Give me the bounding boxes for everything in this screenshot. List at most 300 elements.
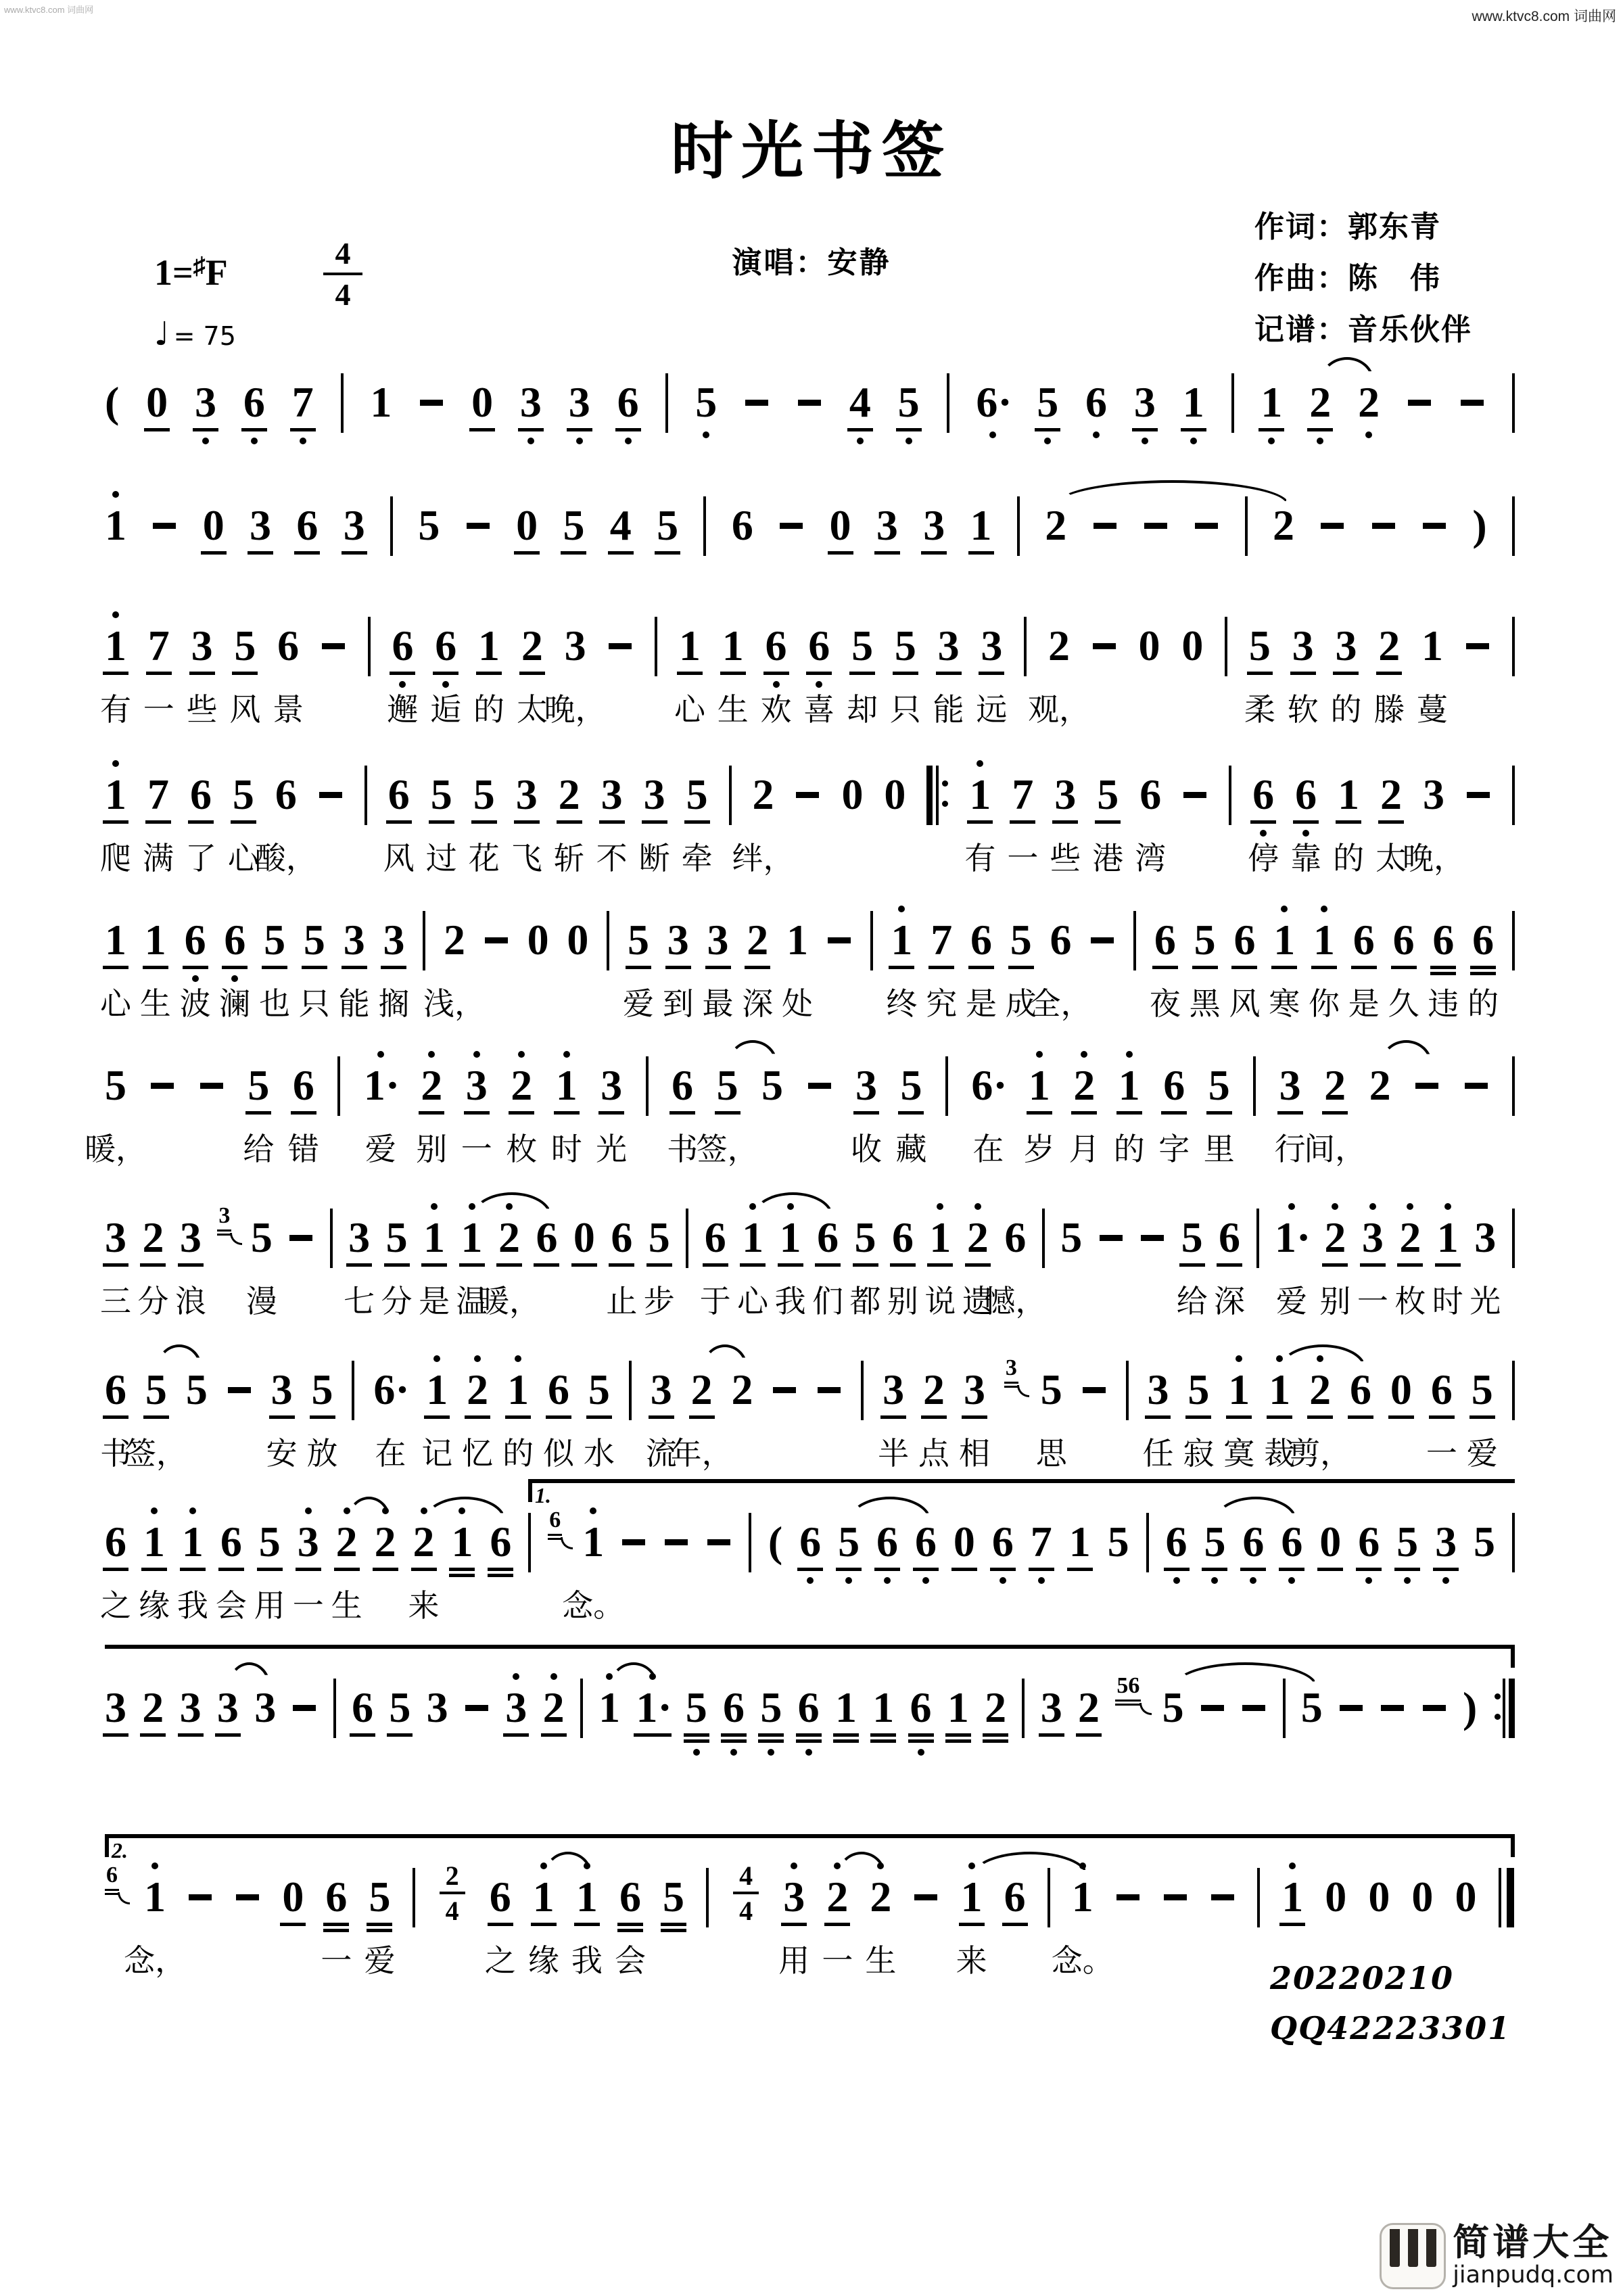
note: 5 只 — [304, 916, 325, 964]
note: 1 终 — [891, 916, 912, 964]
duration-dash — [778, 502, 804, 549]
rest-note: 0 — [282, 1873, 304, 1921]
lyric-syllable: 一 — [1426, 1436, 1457, 1471]
note: 1 寞 — [1228, 1366, 1250, 1413]
lyric-syllable: 签， — [696, 1132, 759, 1167]
barline — [749, 1513, 751, 1572]
barline — [947, 373, 949, 433]
barline — [1512, 1361, 1515, 1420]
note: 6 — [992, 1518, 1014, 1566]
note: 2 分 — [142, 1214, 164, 1261]
note: 3 软 — [1292, 622, 1314, 670]
note: 1 心 — [742, 1214, 763, 1261]
note: 2 间， — [1324, 1062, 1346, 1109]
note: 3 一 — [1362, 1214, 1384, 1261]
quarter-note-icon: ♩ — [154, 315, 170, 353]
lyric-syllable: 的 — [1113, 1132, 1145, 1167]
barline — [945, 1056, 948, 1116]
note: 3 一 — [298, 1518, 319, 1566]
duration-dash — [318, 771, 344, 818]
key-prefix: 1= — [154, 252, 193, 293]
lyric-syllable: 一 — [143, 693, 174, 727]
lyric-syllable: 年， — [670, 1436, 733, 1471]
note: 3 — [923, 502, 945, 549]
note: 1 心 — [679, 622, 701, 670]
note: 7 — [292, 379, 314, 426]
lyric-syllable: 的 — [502, 1436, 534, 1471]
lyric-syllable: 爱 — [364, 1944, 396, 1978]
barline — [1512, 1056, 1515, 1116]
lyric-syllable: 心 — [227, 841, 259, 876]
note: 6 之 — [490, 1873, 511, 1921]
duration-dash — [1407, 379, 1432, 426]
score-line — [105, 1673, 1515, 1731]
lyric-syllable: 暖， — [85, 1132, 147, 1167]
note: 3 些 — [191, 622, 213, 670]
note: 6 湾 — [1139, 771, 1161, 818]
barline — [1512, 617, 1515, 676]
note: 5 — [760, 1684, 782, 1731]
lyric-syllable: 些 — [1050, 841, 1081, 876]
lyric-syllable: 邂 — [387, 693, 419, 727]
barline — [1512, 911, 1515, 970]
score-line — [100, 1483, 1515, 1623]
note: 1 — [598, 1684, 620, 1731]
parenthesis: ( — [768, 1518, 783, 1566]
lyric-syllable: 浅， — [423, 987, 486, 1021]
note: 1 的 — [1119, 1062, 1140, 1109]
barline — [1225, 617, 1227, 676]
note: 6 欢 — [766, 622, 787, 670]
singer-line: 演唱：安静 — [732, 246, 891, 279]
note: 6 — [799, 1518, 821, 1566]
lyric-syllable: 靠 — [1290, 841, 1322, 876]
lyric-syllable: 爬 — [100, 841, 131, 876]
score-line — [105, 379, 1515, 426]
lyric-syllable: 一 — [321, 1944, 352, 1978]
note: 1 爬 — [105, 771, 126, 818]
rest-note: 0 — [830, 502, 851, 549]
score-line — [100, 622, 1515, 727]
note: 6 邂 — [392, 622, 413, 670]
note: 1 的 — [1338, 771, 1359, 818]
lyric-syllable: 安 — [266, 1436, 298, 1471]
note: 2 — [1045, 501, 1067, 549]
note: 5 都 — [855, 1214, 876, 1261]
lyric-syllable: 心 — [674, 693, 705, 727]
duration-dash — [797, 379, 822, 426]
lyric-syllable: 分 — [137, 1284, 169, 1319]
lyric-syllable: 滕 — [1373, 693, 1405, 727]
score-line — [105, 502, 1515, 549]
note: 3 半 — [883, 1366, 904, 1413]
note: 3 安 — [271, 1366, 293, 1413]
grace-note: 6 — [105, 1873, 122, 1921]
grace-note: 3 — [1004, 1366, 1022, 1413]
note: 1 缘 — [533, 1873, 555, 1921]
lyric-syllable: 晚， — [1403, 841, 1465, 876]
barline — [686, 1209, 688, 1268]
duration-dash — [1465, 771, 1491, 818]
duration-dash — [1115, 1873, 1141, 1921]
note: 3 用 — [783, 1873, 805, 1921]
note: 5 思 — [1041, 1366, 1062, 1413]
watermark-right: www.ktvc8.com 词曲网 — [1472, 9, 1616, 24]
lyric-syllable: 枚 — [506, 1132, 538, 1167]
note: 6 风 — [1233, 916, 1255, 964]
note: 6 — [1004, 1873, 1026, 1921]
note: 3 断 — [644, 771, 665, 818]
note: 5 — [838, 1518, 860, 1566]
lyric-syllable: 用 — [778, 1944, 810, 1978]
lyric-syllable: 久 — [1388, 987, 1419, 1021]
volta-bracket — [105, 1834, 1515, 1862]
score-line — [100, 1355, 1515, 1471]
slur-arc — [1320, 357, 1374, 381]
note: 1 时 — [1437, 1214, 1459, 1261]
lyric-syllable: 三 — [100, 1284, 131, 1319]
note: 2 点 — [923, 1366, 945, 1413]
note: 1 生 — [145, 916, 166, 964]
grace-note: 56 — [1115, 1684, 1146, 1731]
note: 2 月 — [1073, 1062, 1095, 1109]
note: 5 漫 — [251, 1214, 273, 1261]
note: 6 — [910, 1684, 932, 1731]
lyric-syllable: 喜 — [803, 693, 835, 727]
lyric-syllable: 浪 — [174, 1284, 206, 1319]
note: 6 们 — [817, 1214, 839, 1261]
note: 1 — [872, 1684, 894, 1731]
watermark-left: www.ktvc8.com 词曲网 — [4, 5, 94, 15]
rest-note: 0 — [1368, 1873, 1390, 1921]
note: 6 字 — [1163, 1062, 1185, 1109]
lyric-syllable: 断 — [638, 841, 670, 876]
lyric-syllable: 太 — [516, 693, 548, 727]
barline — [1126, 1361, 1129, 1420]
note: 3 晚， — [1423, 771, 1444, 818]
note: 1 有 — [105, 622, 126, 670]
rest-note: 0 — [1455, 1873, 1477, 1921]
lyric-syllable: 水 — [583, 1436, 615, 1471]
barline — [580, 1679, 583, 1738]
note: 3 — [505, 1684, 527, 1731]
parenthesis: ( — [105, 378, 120, 426]
lyric-syllable: 心 — [737, 1284, 769, 1319]
lyric-syllable: 间， — [1304, 1132, 1367, 1167]
rest-note: 0 — [841, 770, 864, 818]
note: 6 别 — [892, 1214, 914, 1261]
note: 3 光 — [601, 1062, 622, 1109]
note: 1 来 — [961, 1873, 983, 1921]
note: 2 — [543, 1684, 565, 1731]
lyric-syllable: 有 — [100, 693, 131, 727]
note: 1 记 — [426, 1366, 448, 1413]
key-letter: F — [205, 252, 228, 293]
lyric-syllable: 些 — [186, 693, 218, 727]
note: 1 缘 — [143, 1518, 165, 1566]
rest-note: 0 — [516, 502, 538, 549]
lyric-syllable: 一 — [292, 1589, 324, 1623]
lyric-syllable: 用 — [254, 1589, 285, 1623]
lyric-syllable: 的 — [473, 693, 505, 727]
note: 5 — [1474, 1518, 1495, 1566]
lyric-syllable: 只 — [298, 987, 330, 1021]
note: 5 — [1060, 1213, 1083, 1261]
note: 2 忆 — [467, 1366, 488, 1413]
note: 2 滕 — [1378, 622, 1400, 670]
note: 6 — [352, 1684, 373, 1731]
lyric-syllable: 流 — [645, 1436, 677, 1471]
lyric-syllable: 观， — [1027, 693, 1090, 727]
note: 6 书 — [105, 1366, 126, 1413]
note: 5 用 — [259, 1518, 281, 1566]
lyric-syllable: 夜 — [1149, 987, 1181, 1021]
note: 3 些 — [1054, 771, 1076, 818]
lyric-syllable: 一 — [822, 1944, 853, 1978]
lyric-syllable: 违 — [1428, 987, 1459, 1021]
lyric-syllable: 远 — [976, 693, 1008, 727]
note: 2 — [1358, 379, 1380, 426]
slur-arc — [424, 1497, 506, 1521]
rest-note: 0 — [1181, 622, 1204, 670]
note: 6 — [1358, 1518, 1380, 1566]
rest-note: 0 — [1319, 1518, 1341, 1566]
duration-dash — [621, 1518, 646, 1566]
note: 6 — [296, 502, 318, 549]
lyric-syllable: 波 — [179, 987, 211, 1021]
note: 6 风 — [388, 771, 410, 818]
note: 1 有 — [969, 771, 991, 818]
note: 3 一 — [466, 1062, 488, 1109]
lyric-syllable: 思 — [1035, 1436, 1067, 1471]
note: 5 暖， — [105, 1062, 126, 1109]
note: 3 七 — [348, 1214, 370, 1261]
note: 6 波 — [185, 916, 206, 964]
lyric-syllable: 温 — [456, 1284, 488, 1319]
note: 6 会 — [619, 1873, 641, 1921]
duration-dash — [1139, 1214, 1165, 1261]
note: 1 生 — [722, 622, 744, 670]
repeat-begin-bar — [926, 766, 948, 825]
note: 5 寂 — [1187, 1366, 1209, 1413]
duration-dash — [484, 916, 509, 964]
rest-note: 0 — [1325, 1873, 1347, 1921]
note: 5 — [695, 379, 717, 426]
lyric-syllable: 你 — [1309, 987, 1340, 1021]
barline — [1024, 617, 1027, 676]
note: 5 — [1037, 379, 1058, 426]
note: 1 心 — [105, 916, 126, 964]
barline — [1042, 1209, 1045, 1268]
duration-dash — [1089, 916, 1115, 964]
note: 6 之 — [105, 1518, 126, 1566]
barline — [413, 1868, 415, 1927]
lyric-syllable: 我 — [571, 1944, 603, 1978]
duration-dash — [1459, 379, 1485, 426]
lyric-syllable: 生 — [139, 987, 171, 1021]
note: 5 — [1107, 1518, 1129, 1566]
note: 3 — [569, 379, 590, 426]
note: 1 寒 — [1273, 916, 1295, 964]
lyric-syllable: 书 — [667, 1132, 699, 1167]
note: 5 — [563, 502, 584, 549]
note: 1 岁 — [1029, 1062, 1050, 1109]
note: 3 相 — [964, 1366, 985, 1413]
note: 1 我 — [780, 1214, 801, 1261]
note: 3 — [250, 502, 271, 549]
note: 6 酸， — [275, 771, 297, 818]
lyric-syllable: 剪， — [1289, 1436, 1352, 1471]
barline — [703, 496, 706, 556]
volta-bracket — [528, 1479, 1515, 1507]
note: 2 枚 — [511, 1062, 532, 1109]
note: 5 给 — [1181, 1214, 1203, 1261]
lyric-syllable: 步 — [643, 1284, 675, 1319]
barline — [1256, 1209, 1259, 1268]
lyric-syllable: 处 — [782, 987, 814, 1021]
duration-dash — [1194, 502, 1219, 549]
note: 2 生 — [336, 1518, 358, 1566]
lyric-syllable: 生 — [331, 1589, 362, 1623]
duration-dash — [744, 379, 770, 426]
lyric-syllable: 绊， — [732, 841, 795, 876]
note: 2 深 — [747, 916, 768, 964]
lyric-syllable: 了 — [185, 841, 216, 876]
note: 6 停 — [1252, 771, 1274, 818]
note: 1 时 — [556, 1062, 578, 1109]
note: 3 — [1435, 1518, 1457, 1566]
barline — [364, 766, 367, 825]
note: 1 裁 — [1269, 1366, 1290, 1413]
barline — [870, 911, 873, 970]
duration-dash — [1143, 502, 1169, 549]
lyric-syllable: 暖， — [477, 1284, 540, 1319]
lyric-syllable: 裁 — [1264, 1436, 1296, 1471]
rest-note: 0 — [567, 916, 589, 964]
duration-dash — [288, 1214, 314, 1261]
duration-dash — [235, 1873, 260, 1921]
barline — [729, 766, 732, 825]
duration-dash — [1241, 1684, 1267, 1731]
note: 3 — [1134, 379, 1156, 426]
lyric-syllable: 字 — [1158, 1132, 1190, 1167]
lyric-syllable: 风 — [1229, 987, 1261, 1021]
lyric-syllable: 柔 — [1244, 693, 1275, 727]
barline — [1022, 1679, 1025, 1738]
note: 3 最 — [707, 916, 729, 964]
duration-dash — [1338, 1684, 1364, 1731]
lyric-syllable: 念。 — [1051, 1944, 1114, 1978]
barline — [1283, 1679, 1286, 1738]
duration-dash — [1091, 622, 1117, 670]
lyric-syllable: 不 — [596, 841, 628, 876]
note: 1 — [105, 502, 126, 549]
lyric-syllable: 缘 — [138, 1589, 170, 1623]
lyric-syllable: 爱 — [1466, 1436, 1498, 1471]
lyric-syllable: 行 — [1274, 1132, 1306, 1167]
lyric-syllable: 我 — [774, 1284, 806, 1319]
lyric-syllable: 一 — [1357, 1284, 1388, 1319]
tempo-value: = 75 — [173, 321, 236, 351]
rest-note: 0 — [1138, 622, 1160, 670]
note: 6 — [1085, 379, 1107, 426]
note: 1 我 — [182, 1518, 204, 1566]
lyric-syllable: 寂 — [1183, 1436, 1215, 1471]
barline — [665, 373, 668, 433]
duration-dash — [1200, 1684, 1225, 1731]
lyric-syllable: 生 — [717, 693, 749, 727]
note: 5 也 — [264, 916, 285, 964]
duration-dash — [227, 1366, 252, 1413]
lyric-syllable: 只 — [889, 693, 921, 727]
note: 3 — [426, 1683, 448, 1731]
lyric-syllable: 牵 — [681, 841, 713, 876]
note: 3 到 — [667, 916, 689, 964]
note: 1· 爱 — [1275, 1214, 1309, 1261]
note: 3 三 — [105, 1214, 126, 1261]
note: 6 是 — [1353, 916, 1375, 964]
duration-dash — [807, 1062, 832, 1109]
note: 1 蔓 — [1421, 622, 1443, 670]
note: 3 的 — [1335, 622, 1357, 670]
barline — [1512, 766, 1515, 825]
lyric-syllable: 憾， — [984, 1284, 1047, 1319]
note: 6 违 — [1432, 916, 1454, 964]
credit-lyricist: 作词：郭东青 — [1254, 210, 1441, 243]
lyric-syllable: 澜 — [219, 987, 251, 1021]
note: 5 爱 — [628, 916, 649, 964]
lyric-syllable: 错 — [287, 1132, 319, 1167]
barline — [333, 1679, 336, 1738]
score-line — [100, 916, 1515, 1021]
note: 3 飞 — [516, 771, 538, 818]
lyric-syllable: 一 — [1007, 841, 1039, 876]
lyric-syllable: 飞 — [511, 841, 542, 876]
note: 2 绊， — [753, 771, 774, 818]
note: 2 — [1078, 1684, 1100, 1731]
note: 6 景 — [277, 622, 299, 670]
rest-note: 0 — [146, 379, 168, 426]
lyric-syllable: 在 — [375, 1436, 406, 1471]
note: 7 一 — [148, 622, 170, 670]
lyric-syllable: 别 — [416, 1132, 448, 1167]
logo-text — [1453, 2221, 1614, 2289]
lyric-syllable: 湾 — [1135, 841, 1167, 876]
parenthesis: ) — [1472, 501, 1487, 549]
volta-bracket — [105, 1645, 1515, 1669]
lyric-syllable: 会 — [215, 1589, 247, 1623]
note: 1 念， — [144, 1873, 166, 1921]
lyric-syllable: 枚 — [1394, 1284, 1426, 1319]
lyric-syllable: 漫 — [245, 1284, 277, 1319]
lyric-syllable: 是 — [965, 987, 997, 1021]
repeat-end-bar — [1493, 1679, 1515, 1738]
lyric-syllable: 爱 — [1275, 1284, 1307, 1319]
barline — [861, 1361, 864, 1420]
note: 6 — [243, 379, 265, 426]
note: 6 — [798, 1684, 820, 1731]
lyric-syllable: 深 — [742, 987, 774, 1021]
note: 5 — [185, 1365, 208, 1413]
note: 5 — [761, 1061, 784, 1109]
lyric-syllable: 光 — [1469, 1284, 1501, 1319]
lyric-syllable: 书 — [100, 1436, 131, 1471]
note: 5 放 — [312, 1366, 333, 1413]
note: 3 — [1041, 1684, 1062, 1731]
lyric-syllable: 念， — [124, 1944, 187, 1978]
lyric-syllable: 给 — [243, 1132, 275, 1167]
note: 6 — [1281, 1518, 1302, 1566]
